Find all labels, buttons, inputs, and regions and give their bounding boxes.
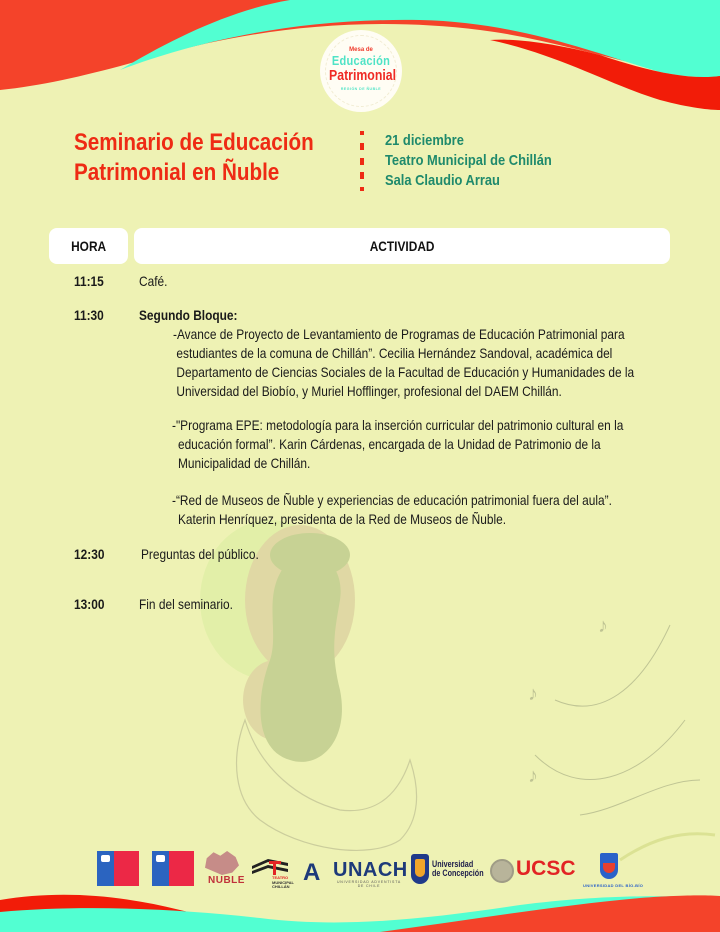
- unach-subtitle: UNIVERSIDAD ADVENTISTA DE CHILE: [336, 880, 402, 888]
- music-line: [555, 625, 670, 706]
- header-actividad: [134, 228, 670, 264]
- talk-item: [172, 491, 612, 529]
- music-note-icon: ♪: [528, 683, 538, 705]
- row-activity: Segundo Bloque:: [139, 307, 238, 323]
- red-museos-nuble-logo: NUBLE: [208, 875, 245, 886]
- header-actividad-label: ACTIVIDAD: [369, 238, 435, 254]
- event-venue: Teatro Municipal de Chillán: [385, 152, 552, 169]
- row-time: 11:15: [74, 273, 104, 289]
- row-activity: Fin del seminario.: [139, 596, 233, 612]
- talk-line: Universidad del Biobío, y Muriel Hofflinger, profesional del DAEM Chillán.: [176, 383, 562, 399]
- ucsc-seal-icon: [490, 859, 514, 883]
- udec-logo: Universidad de Concepción: [432, 859, 484, 878]
- music-note-icon: ♪: [528, 765, 538, 787]
- talk-line: educación formal”. Karin Cárdenas, encargada de la Unidad de Patrimonio de la: [177, 436, 601, 452]
- logo-line-2: Educación: [331, 53, 391, 68]
- ubb-shield-icon: [600, 853, 618, 879]
- talk-line: Katerin Henríquez, presidenta de la Red de Museos de Ñuble.: [177, 511, 507, 527]
- row-time: 12:30: [74, 546, 105, 562]
- ministerio-educacion-logo: [152, 851, 194, 886]
- talk-line: Departamento de Ciencias Sociales de la Facultad de Educación y Humanidades de la: [176, 364, 635, 380]
- talk-line: -Avance de Proyecto de Levantamiento de Programas de Educación Patrimonial para: [173, 326, 625, 342]
- music-note-icon: ♪: [598, 615, 608, 637]
- dotted-divider: [360, 131, 364, 191]
- ministerio-culturas-logo: [97, 851, 139, 886]
- event-date: 21 diciembre: [385, 132, 464, 149]
- talk-item: [172, 416, 623, 473]
- row-activity: Preguntas del público.: [141, 546, 259, 562]
- logo-line-3: Patrimonial: [329, 67, 397, 84]
- logo-line-4: REGIÓN DE ÑUBLE: [340, 87, 382, 91]
- row-activity: Café.: [139, 273, 168, 289]
- row-time: 13:00: [74, 596, 105, 612]
- event-room: Sala Claudio Arrau: [385, 172, 500, 189]
- header-hora-label: HORA: [70, 238, 107, 254]
- talk-line: -“Red de Museos de Ñuble y experiencias de educación patrimonial fuera del aula”.: [172, 492, 612, 508]
- talk-line: Municipalidad de Chillán.: [177, 455, 311, 471]
- unach-logo: UNACH: [333, 859, 408, 881]
- ubb-logo: UNIVERSIDAD DEL BÍO-BÍO: [583, 883, 644, 888]
- sponsor-logos: [0, 845, 720, 895]
- udec-shield-icon: [411, 854, 429, 884]
- teatro-municipal-text: TEATRO MUNICIPAL CHILLÁN: [272, 875, 294, 889]
- mesa-educacion-patrimonial-logo: [322, 32, 400, 110]
- unach-a-icon: A: [303, 859, 321, 886]
- row-time: 11:30: [74, 307, 104, 323]
- event-info: [385, 131, 552, 191]
- title-line-1: Seminario de Educación: [74, 129, 314, 156]
- title-line-2: Patrimonial en Ñuble: [74, 159, 280, 186]
- talk-item: [173, 325, 634, 401]
- teatro-municipal-logo: [250, 857, 290, 875]
- logo-line-1: Mesa de: [349, 47, 373, 53]
- red-museos-nuble-map-icon: [205, 851, 239, 875]
- ucsc-logo: UCSC: [516, 857, 576, 880]
- talk-line: estudiantes de la comuna de Chillán”. Cecilia Hernández Sandoval, académica del: [176, 345, 613, 361]
- header-hora: [49, 228, 128, 264]
- page-title: [74, 128, 314, 188]
- talk-line: -"Programa EPE: metodología para la inserción curricular del patrimonio cultural en la: [172, 417, 624, 433]
